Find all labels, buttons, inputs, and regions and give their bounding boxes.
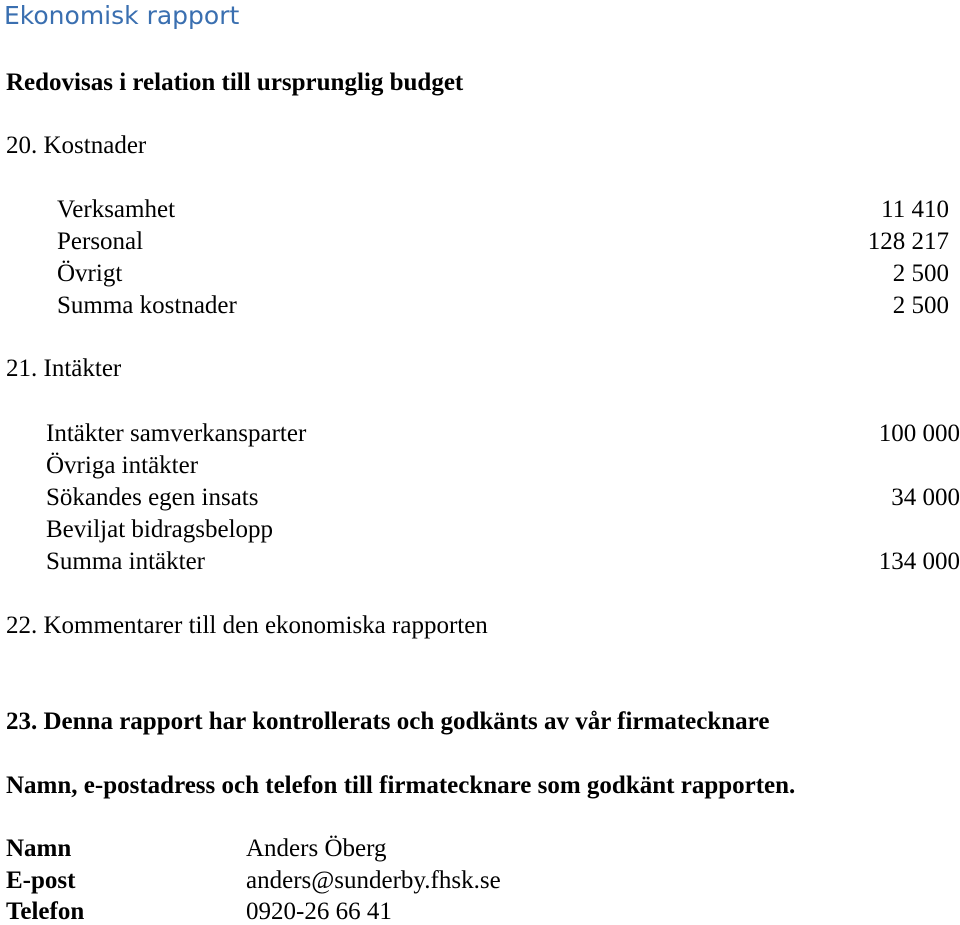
income-label: Beviljat bidragsbelopp	[46, 516, 274, 543]
cost-value: 2 500	[892, 292, 949, 319]
cost-value: 128 217	[867, 228, 949, 255]
income-value: 34 000	[891, 484, 960, 511]
income-label: Övriga intäkter	[46, 452, 199, 479]
approval-heading: 23. Denna rapport har kontrollerats och godkänts av vår firmatecknare	[6, 708, 770, 735]
field-label: E-post	[6, 867, 76, 894]
income-value: 134 000	[878, 548, 960, 575]
cost-value: 11 410	[881, 196, 949, 223]
cost-label: Personal	[57, 228, 144, 255]
income-heading: 21. Intäkter	[6, 355, 122, 382]
cost-label: Verksamhet	[57, 196, 176, 223]
income-value: 100 000	[878, 420, 960, 447]
field-value: Anders Öberg	[246, 835, 387, 862]
field-label: Namn	[6, 835, 72, 862]
field-label: Telefon	[6, 898, 85, 925]
income-label: Intäkter samverkansparter	[46, 420, 307, 447]
cost-label: Övrigt	[57, 260, 123, 287]
comments-heading: 22. Kommentarer till den ekonomiska rapporten	[6, 612, 488, 639]
income-label: Summa intäkter	[46, 548, 205, 575]
cost-label: Summa kostnader	[57, 292, 237, 319]
income-label: Sökandes egen insats	[46, 484, 259, 511]
costs-heading: 20. Kostnader	[6, 132, 147, 159]
field-value: anders@sunderby.fhsk.se	[246, 867, 501, 894]
report-title: Ekonomisk rapport	[4, 1, 240, 30]
approval-instruction: Namn, e-postadress och telefon till firmatecknare som godkänt rapporten.	[6, 772, 796, 799]
budget-note: Redovisas i relation till ursprunglig budget	[6, 69, 464, 96]
field-value: 0920-26 66 41	[246, 898, 392, 925]
cost-value: 2 500	[892, 260, 949, 287]
